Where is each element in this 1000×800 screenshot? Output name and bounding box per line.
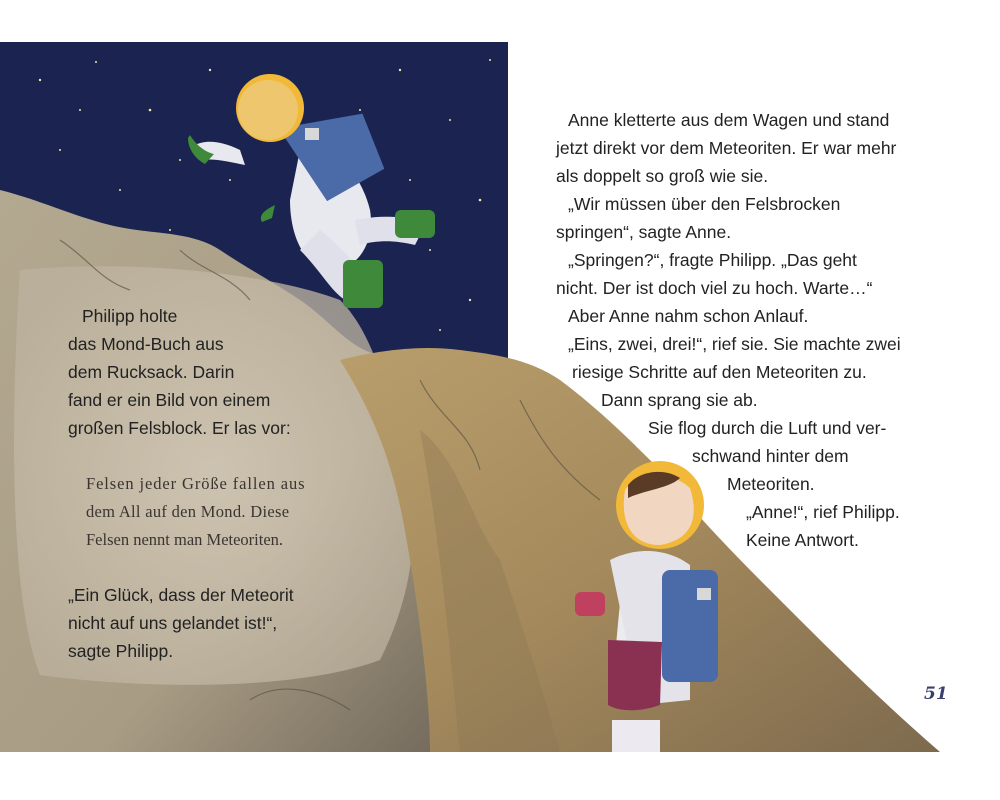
text-line: fand er ein Bild von einem [68, 390, 271, 410]
text-line: Keine Antwort. [746, 530, 859, 550]
text-line: Philipp holte [82, 306, 178, 326]
text-line: sagte Philipp. [68, 641, 174, 661]
text-line: „Anne!“, rief Philipp. [746, 502, 900, 522]
text-line: Anne kletterte aus dem Wagen und stand [568, 110, 890, 130]
text-line: Dann sprang sie ab. [601, 390, 758, 410]
text-line: nicht auf uns gelandet ist!“, [68, 613, 278, 633]
text-line: das Mond-Buch aus [68, 334, 224, 354]
text-line: „Springen?“, fragte Philipp. „Das geht [568, 250, 857, 270]
text-line: Sie flog durch die Luft und ver- [648, 418, 887, 438]
text-line: dem Rucksack. Darin [68, 362, 235, 382]
left-paragraph-2 [68, 581, 294, 665]
quote-line: dem All auf den Mond. Diese [86, 502, 290, 521]
text-line: „Eins, zwei, drei!“, rief sie. Sie machte zwei [568, 334, 901, 354]
text-line: Meteoriten. [727, 474, 815, 494]
text-line: „Ein Glück, dass der Meteorit [68, 585, 294, 605]
quote-line: Felsen jeder Größe fallen aus [86, 474, 306, 493]
right-column-text [0, 106, 1000, 566]
text-line: „Wir müssen über den Felsbrocken [568, 194, 841, 214]
text-line: als doppelt so groß wie sie. [556, 166, 769, 186]
text-line: springen“, sagte Anne. [556, 222, 732, 242]
text-line: nicht. Der ist doch viel zu hoch. Warte…“ [556, 278, 873, 298]
text-line: großen Felsblock. Er las vor: [68, 418, 291, 438]
text-line: Aber Anne nahm schon Anlauf. [568, 306, 809, 326]
text-line: riesige Schritte auf den Meteoriten zu. [572, 362, 867, 382]
text-line: jetzt direkt vor dem Meteoriten. Er war mehr [556, 138, 897, 158]
quote-line: Felsen nennt man Meteoriten. [86, 530, 284, 549]
text-line: schwand hinter dem [692, 446, 849, 466]
page-number: 51 [924, 684, 948, 704]
